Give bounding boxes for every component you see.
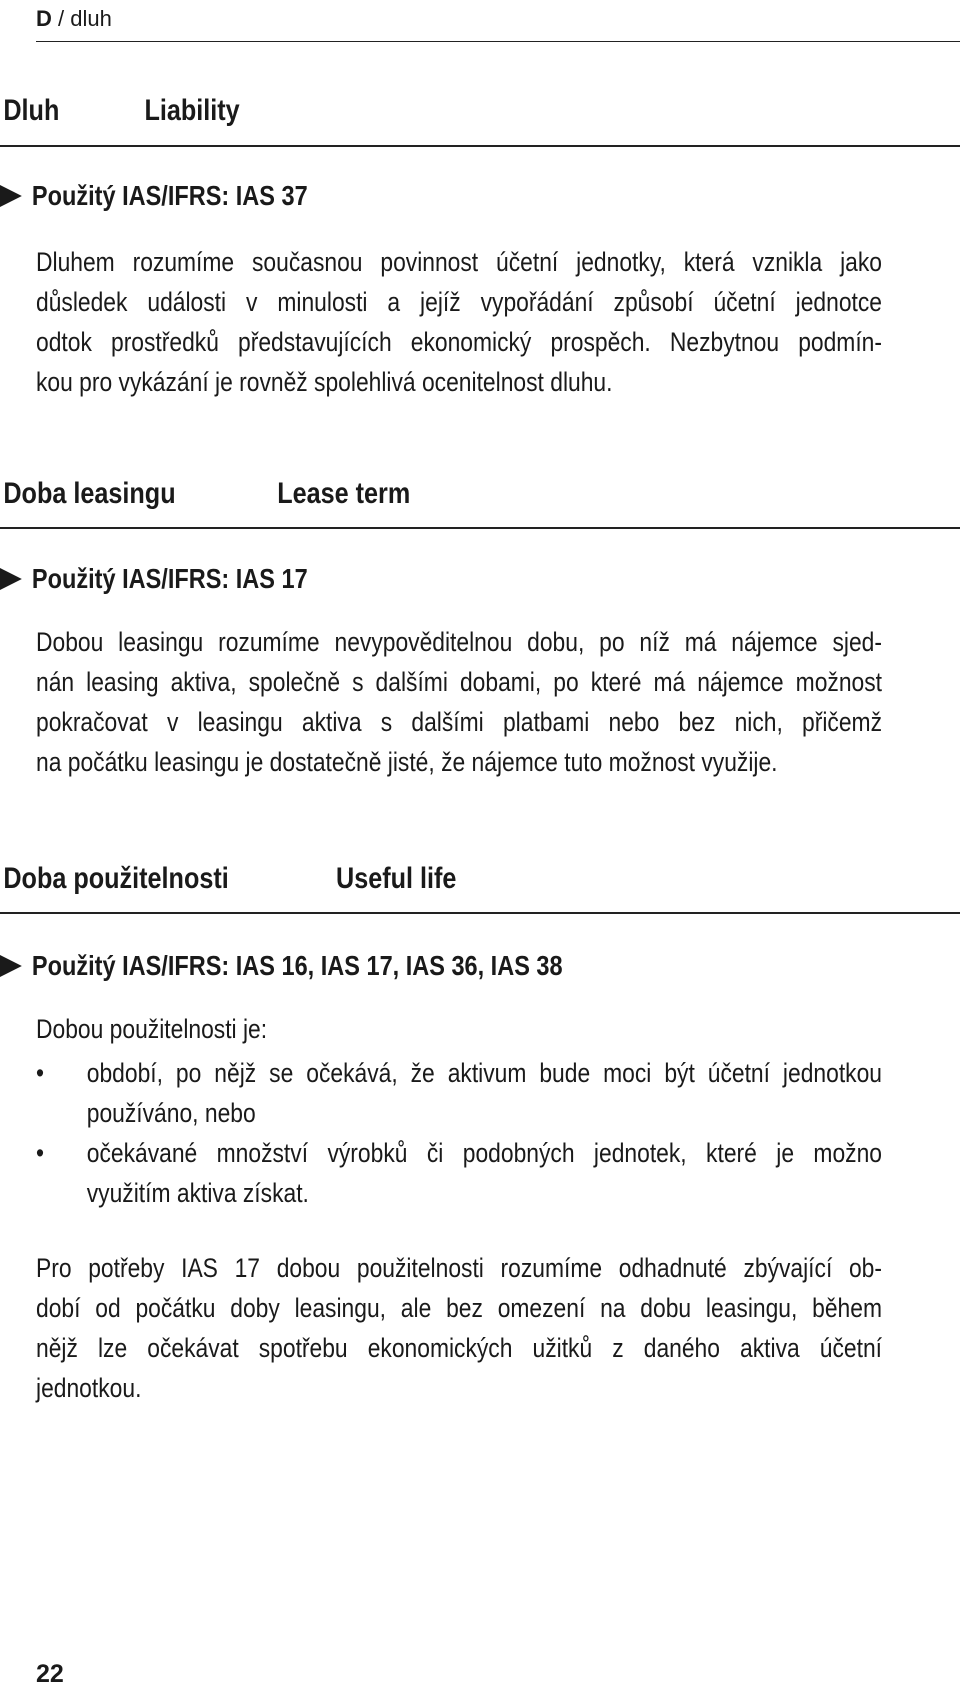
term-english: Liability [144,94,240,127]
term-czech: Doba použitelnosti [3,862,229,895]
paragraph-line: Dobou leasingu rozumíme nevypověditelnou dobu, po níž má nájemce sjed- [36,627,882,657]
entry-rule [0,145,960,147]
paragraph-line: jednotkou. [36,1373,142,1403]
standard-text: Použitý IAS/IFRS: IAS 17 [31,563,308,594]
paragraph-line: důsledek události v minulosti a jejíž vypořádání způsobí účetní jednotce [36,287,882,317]
term-english: Useful life [336,862,457,895]
paragraph-line: pokračovat v leasingu aktiva s dalšími platbami nebo bez nich, přičemž [36,707,882,737]
paragraph-line: Pro potřeby IAS 17 dobou použitelnosti rozumíme odhadnuté zbývající ob- [36,1253,882,1283]
term-czech: Doba leasingu [3,477,176,510]
bullet-line: používáno, nebo [86,1098,256,1128]
bullet-line: očekávané množství výrobků či podobných jednotek, které je možno [86,1138,882,1168]
definition-paragraph [36,622,882,782]
standard-text: Použitý IAS/IFRS: IAS 37 [31,180,308,211]
triangle-bullet-icon [0,185,22,207]
running-head [36,6,112,32]
page-number: 22 [36,1660,64,1688]
bullet-dot-icon: • [36,1058,44,1088]
term-english: Lease term [277,477,411,510]
paragraph-line: nán leasing aktiva, společně s dalšími dobami, po které má nájemce možnost [36,667,882,697]
entry-heading [0,94,806,144]
definition-paragraph [36,242,882,402]
bullet-item [36,1133,882,1213]
bullet-list [36,1053,882,1213]
intro-paragraph [36,1009,882,1049]
paragraph-line: nějž lze očekávat spotřebu ekonomických užitků z daného aktiva účetní [36,1333,882,1363]
running-head-letter: D [36,6,52,31]
bullet-dot-icon: • [36,1138,44,1168]
standard-line [0,950,563,982]
paragraph-line: kou pro vykázání je rovněž spolehlivá ocenitelnost dluhu. [36,367,613,397]
standard-line [0,563,308,595]
entry-heading [0,862,806,912]
term-czech: Dluh [3,94,60,127]
bullet-item [36,1053,882,1133]
entry-lease-term [0,477,960,527]
closing-paragraph [36,1248,882,1408]
running-head-text: / dluh [51,6,112,31]
paragraph-line: odtok prostředků představujících ekonomický prospěch. Nezbytnou podmín- [36,327,882,357]
running-head-rule [36,41,960,42]
entry-rule [0,912,960,914]
standard-text: Použitý IAS/IFRS: IAS 16, IAS 17, IAS 36, IAS 38 [31,950,563,981]
paragraph-line: Dluhem rozumíme současnou povinnost účetní jednotky, která vznikla jako [36,247,882,277]
triangle-bullet-icon [0,955,22,977]
entry-rule [0,527,960,529]
entry-heading [0,477,806,527]
standard-line [0,180,308,212]
entry-liability [0,94,960,144]
paragraph-line: na počátku leasingu je dostatečně jisté, že nájemce tuto možnost využije. [36,747,778,777]
triangle-bullet-icon [0,568,22,590]
bullet-line: využitím aktiva získat. [86,1178,309,1208]
paragraph-line: Dobou použitelnosti je: [36,1014,268,1044]
bullet-line: období, po nějž se očekává, že aktivum bude moci být účetní jednotkou [86,1058,882,1088]
paragraph-line: dobí od počátku doby leasingu, ale bez omezení na dobu leasingu, během [36,1293,882,1323]
entry-useful-life [0,862,960,912]
